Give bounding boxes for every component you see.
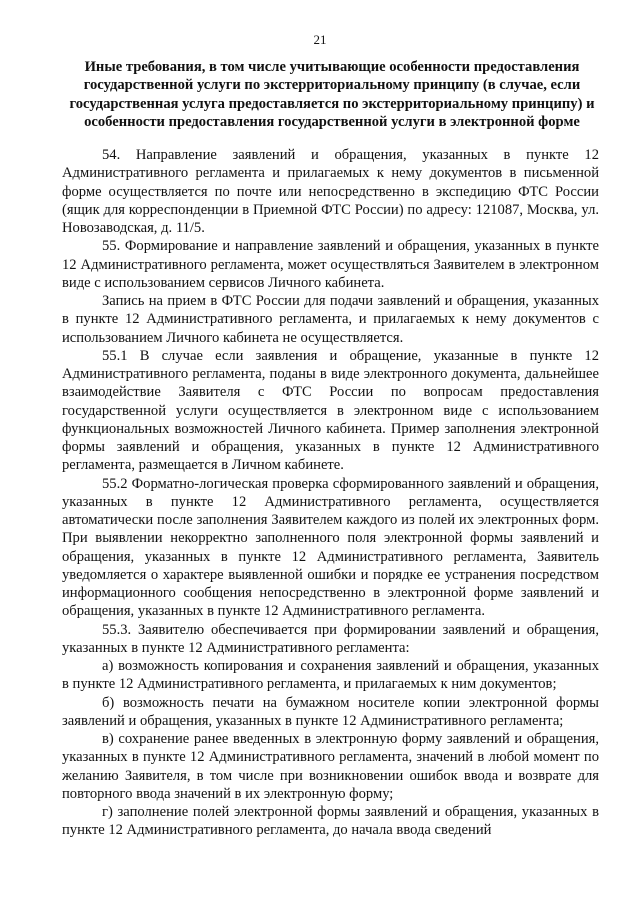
list-item-g: г) заполнение полей электронной формы заявлений и обращения, указанных в пункте 12 Административного регламента, до начала ввода сведений: [62, 804, 599, 839]
paragraph-55-1: 55.1 В случае если заявления и обращение, указанные в пункте 12 Административного регламента, поданы в виде электронного документа, дальнейшее взаимодействие Заявителя с ФТС России по вопросам предоставления государственной услуги осуществляется в электронном виде с использованием функциональных возможностей Личного кабинета. Пример заполнения электронной формы заявлений и обращения, указанных в пункте 12 Административного регламента, размещается в Личном кабинете.: [62, 347, 599, 474]
paragraph-appointment: Запись на прием в ФТС России для подачи заявлений и обращения, указанных в пункте 12 Административного регламента, и прилагаемых к нему документов с использованием Личного кабинета не осуществляется.: [62, 293, 599, 346]
section-heading: Иные требования, в том числе учитывающие особенности предоставления государственной услуги по экстерриториальному принципу (в случае, если государственная услуга предоставляется по экстерриториальному принципу) и особенности предоставления государственной услуги в электронной форме: [69, 59, 595, 130]
list-item-b: б) возможность печати на бумажном носителе копии электронной формы заявлений и обращения, указанных в пункте 12 Административного регламента;: [62, 694, 599, 729]
paragraph-55-2: 55.2 Форматно-логическая проверка сформированного заявлений и обращения, указанных в пункте 12 Административного регламента, осуществляется автоматически после заполнения Заявителем каждого из полей их электронных форм. При выявлении некорректно заполненного поля электронной формы заявлений и обращения, указанных в пункте 12 Административного регламента, Заявитель уведомляется о характере выявленной ошибки и порядке ее устранения посредством информационного сообщения непосредственно в электронной форме заявлений и обращения, указанных в пункте 12 Административного регламента.: [62, 475, 599, 620]
paragraph-54: 54. Направление заявлений и обращения, указанных в пункте 12 Административного регламента и прилагаемых к нему документов в письменной форме осуществляется по почте или непосредственно в экспедицию ФТС России (ящик для корреспонденции в Приемной ФТС России) по адресу: 121087, Москва, ул. Новозаводская, д. 11/5.: [62, 147, 599, 236]
page-number: 21: [313, 32, 327, 47]
list-item-a: а) возможность копирования и сохранения заявлений и обращения, указанных в пункте 12 Административного регламента, и прилагаемых к ним документов;: [62, 658, 599, 693]
list-item-v: в) сохранение ранее введенных в электронную форму заявлений и обращения, указанных в пункте 12 Административного регламента, значений в любой момент по желанию Заявителя, в том числе при возникновении ошибок ввода и возврате для повторного ввода значений в их электронную форму;: [62, 731, 599, 802]
paragraph-55: 55. Формирование и направление заявлений и обращения, указанных в пункте 12 Административного регламента, может осуществляться Заявителем в электронном виде с использованием сервисов Личного кабинета.: [62, 238, 599, 291]
paragraph-55-3: 55.3. Заявителю обеспечивается при формировании заявлений и обращения, указанных в пункте 12 Административного регламента:: [62, 621, 599, 656]
document-body: [62, 146, 599, 840]
